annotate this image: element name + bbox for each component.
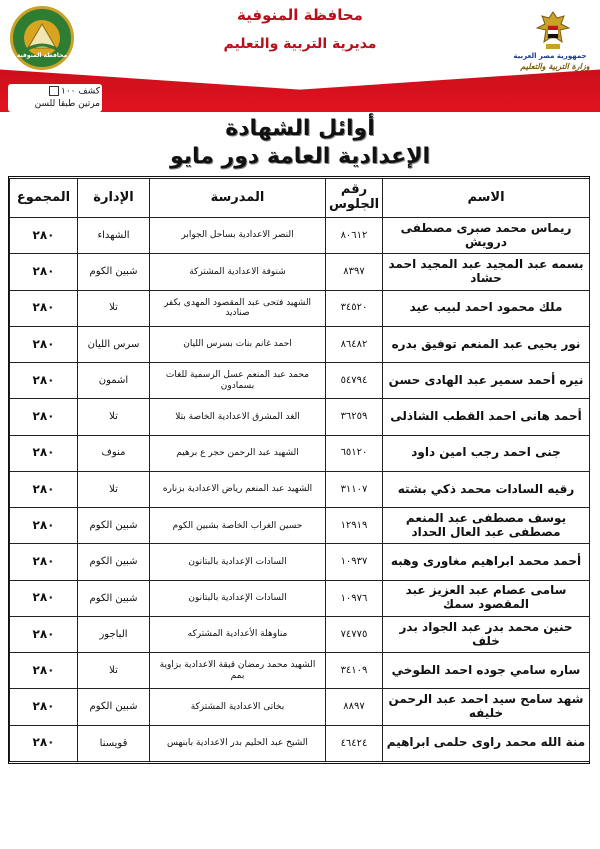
table-row [10, 435, 590, 471]
administration: قويسنا [78, 725, 150, 761]
student-name: ريماس محمد صبرى مصطفى درويش [383, 218, 590, 254]
table-row [10, 653, 590, 689]
administration: شبين الكوم [78, 689, 150, 725]
total-score: ٢٨٠ [10, 580, 78, 616]
school-name: الشهيد فتحى عبد المقصود المهدى بكفر صناديد [150, 290, 326, 326]
total-score: ٢٨٠ [10, 725, 78, 761]
checkbox-icon [49, 86, 59, 96]
school-name: حسين الغراب الخاصة بشبين الكوم [150, 508, 326, 544]
seat-number: ١٠٩٣٧ [326, 544, 383, 580]
total-score: ٢٨٠ [10, 508, 78, 544]
table-row [10, 326, 590, 362]
header-admin: الإدارة [78, 179, 150, 218]
total-score: ٢٨٠ [10, 544, 78, 580]
school-name: السادات الإعدادية بالبتانون [150, 544, 326, 580]
school-name: السادات الإعدادية بالبتانون [150, 580, 326, 616]
administration: تلا [78, 471, 150, 507]
total-score: ٢٨٠ [10, 218, 78, 254]
student-name: شهد سامح سيد احمد عبد الرحمن خليفه [383, 689, 590, 725]
administration: الشهداء [78, 218, 150, 254]
student-name: ساره سامي جوده احمد الطوخي [383, 653, 590, 689]
seat-number: ٦٥١٢٠ [326, 435, 383, 471]
student-name: أحمد محمد ابراهيم مغاورى وهبه [383, 544, 590, 580]
seat-number: ١٢٩١٩ [326, 508, 383, 544]
seat-number: ٣٤١٠٩ [326, 653, 383, 689]
table-row [10, 508, 590, 544]
governorate-title: محافظة المنوفية [237, 6, 363, 24]
seat-number: ٨٨٩٧ [326, 689, 383, 725]
school-name: الشهيد عبد الرحمن حجر ع برهيم [150, 435, 326, 471]
seat-number: ٨٣٩٧ [326, 254, 383, 290]
administration: الباجور [78, 616, 150, 652]
table-row [10, 725, 590, 761]
administration: تلا [78, 399, 150, 435]
total-score: ٢٨٠ [10, 399, 78, 435]
total-score: ٢٨٠ [10, 471, 78, 507]
table-row [10, 471, 590, 507]
administration: شبين الكوم [78, 580, 150, 616]
school-name: الشيخ عبد الحليم بدر الاعدادية بابنهس [150, 725, 326, 761]
seat-number: ٣٤٥٢٠ [326, 290, 383, 326]
committee-title: لجنة النظام والمراقبة للشهادة الإعدادية العامة [175, 62, 425, 75]
note-line-1-text: كشف ١٠٠ [60, 86, 100, 97]
school-name: محمد عبد المنعم عسل الرسمية للغات بسمادون [150, 363, 326, 399]
student-name: سامى عصام عبد العزيز عبد المقصود سمك [383, 580, 590, 616]
student-name: نور يحيى عبد المنعم توفيق بدره [383, 326, 590, 362]
total-score: ٢٨٠ [10, 653, 78, 689]
school-name: الشهيد عبد المنعم رياض الاعدادية بزناره [150, 471, 326, 507]
administration: تلا [78, 290, 150, 326]
student-name: ملك محمود احمد لبيب عيد [383, 290, 590, 326]
note-line-1 [12, 86, 100, 97]
note-line-2: مرتين طبقا للسن [34, 99, 100, 109]
total-score: ٢٨٠ [10, 254, 78, 290]
school-name: بخاتى الاعدادية المشتركة [150, 689, 326, 725]
table-row [10, 616, 590, 652]
administration: شبين الكوم [78, 254, 150, 290]
student-name: منة الله محمد راوى حلمى ابراهيم [383, 725, 590, 761]
header-school: المدرسة [150, 179, 326, 218]
table-row [10, 399, 590, 435]
school-name: شنوفة الاعدادية المشتركة [150, 254, 326, 290]
page-title: أوائل الشهادة [225, 116, 375, 141]
seat-number: ١٠٩٧٦ [326, 580, 383, 616]
student-name: أحمد هانى احمد القطب الشاذلى [383, 399, 590, 435]
total-score: ٢٨٠ [10, 326, 78, 362]
header-seat: رقم الجلوس [326, 179, 383, 218]
seat-number: ٣٦٢٥٩ [326, 399, 383, 435]
administration: شبين الكوم [78, 508, 150, 544]
student-name: جنى احمد رجب امين داود [383, 435, 590, 471]
school-name: الشهيد محمد رمضان قيقة الاعدادية بزاوية بمم [150, 653, 326, 689]
seat-number: ٨٦٤٨٢ [326, 326, 383, 362]
administration: تلا [78, 653, 150, 689]
table-row [10, 544, 590, 580]
table-row [10, 218, 590, 254]
seat-number: ٥٤٧٩٤ [326, 363, 383, 399]
student-name: رقيه السادات محمد ذكي بشته [383, 471, 590, 507]
table-row [10, 689, 590, 725]
table-row [10, 290, 590, 326]
student-name: بسمه عبد المجيد عبد المجيد احمد حشاد [383, 254, 590, 290]
total-score: ٢٨٠ [10, 689, 78, 725]
seat-number: ٧٤٧٧٥ [326, 616, 383, 652]
total-score: ٢٨٠ [10, 363, 78, 399]
ministry-caption: وزارة التربية والتعليم [520, 62, 590, 71]
table-row [10, 580, 590, 616]
student-name: نيره أحمد سمير عبد الهادى حسن [383, 363, 590, 399]
governorate-logo [10, 6, 74, 70]
seat-number: ٣١١٠٧ [326, 471, 383, 507]
school-name: الغد المشرق الاعدادية الخاصة بتلا [150, 399, 326, 435]
administration: اشمون [78, 363, 150, 399]
student-name: يوسف مصطفى عبد المنعم مصطفى عبد العال الحداد [383, 508, 590, 544]
seat-number: ٨٠٦١٢ [326, 218, 383, 254]
total-score: ٢٨٠ [10, 616, 78, 652]
table-row [10, 363, 590, 399]
total-score: ٢٨٠ [10, 290, 78, 326]
results-table [9, 178, 590, 762]
eagle-emblem-icon [536, 10, 570, 52]
logo-caption: محافظة المنوفية [16, 52, 68, 59]
table-header-row [10, 179, 590, 218]
republic-caption: جمهورية مصر العربية [513, 52, 587, 60]
directorate-title: مديرية التربية والتعليم [223, 36, 377, 52]
administration: شبين الكوم [78, 544, 150, 580]
total-score: ٢٨٠ [10, 435, 78, 471]
administration: منوف [78, 435, 150, 471]
header-name: الاسم [383, 179, 590, 218]
header-total: المجموع [10, 179, 78, 218]
school-name: النصر الاعدادية بساحل الجوابر [150, 218, 326, 254]
student-name: حنين محمد بدر عبد الجواد بدر خلف [383, 616, 590, 652]
administration: سرس الليان [78, 326, 150, 362]
seat-number: ٤٦٤٢٤ [326, 725, 383, 761]
school-name: مناوهلة الأعدادية المشتركه [150, 616, 326, 652]
table-row [10, 254, 590, 290]
page-subtitle: الإعدادية العامة دور مايو [169, 144, 431, 169]
school-name: احمد غانم بنات بسرس الليان [150, 326, 326, 362]
